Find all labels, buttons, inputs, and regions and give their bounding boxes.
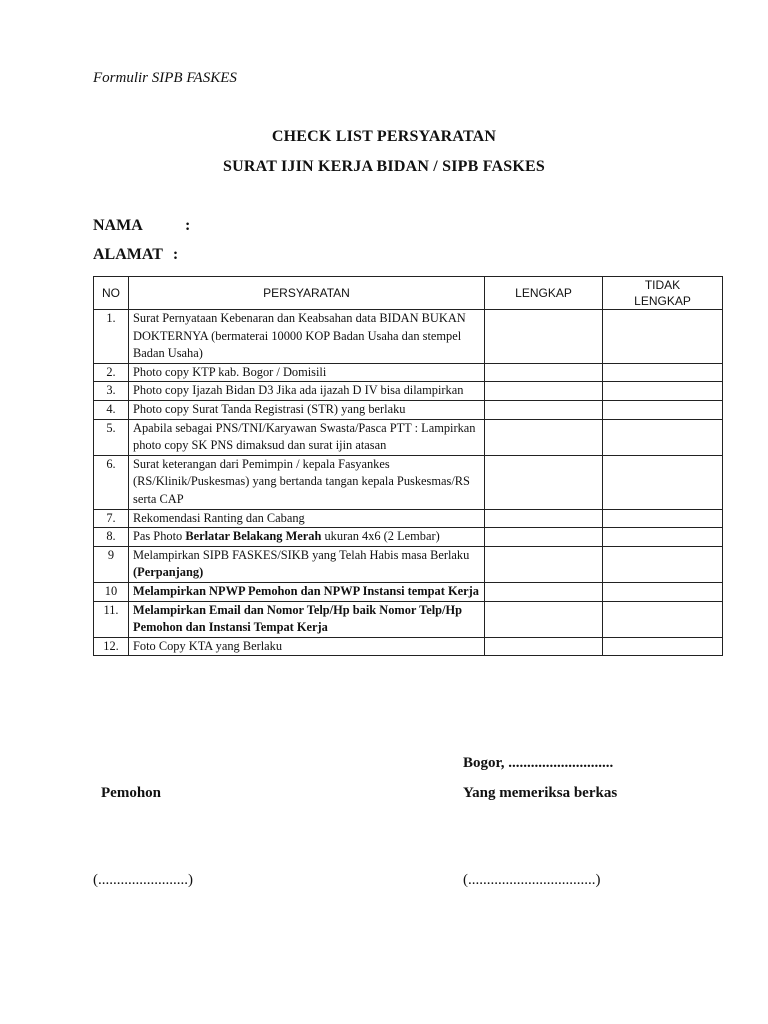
table-row (94, 382, 723, 401)
tidak-lengkap-cell[interactable] (603, 363, 723, 382)
row-number: 7. (94, 509, 129, 528)
table-row (94, 601, 723, 637)
applicant-label: Pemohon (101, 785, 161, 801)
header-persyaratan: PERSYARATAN (129, 277, 485, 310)
row-number: 8. (94, 528, 129, 547)
table-row (94, 363, 723, 382)
tidak-lengkap-cell[interactable] (603, 400, 723, 419)
requirement-text-part: (Perpanjang) (133, 565, 204, 580)
lengkap-cell[interactable] (485, 310, 603, 364)
nama-label: NAMA (93, 217, 143, 234)
lengkap-cell[interactable] (485, 637, 603, 656)
table-body (94, 310, 723, 656)
lengkap-cell[interactable] (485, 601, 603, 637)
lengkap-cell[interactable] (485, 509, 603, 528)
requirement-text-part: Melampirkan Email dan Nomor Telp/Hp baik Nomor Telp/Hp Pemohon dan Instansi Tempat Kerja (133, 602, 462, 635)
table-row (94, 419, 723, 455)
requirement-text (129, 382, 485, 401)
table-header-row (94, 277, 723, 310)
row-number: 12. (94, 637, 129, 656)
table-row (94, 400, 723, 419)
lengkap-cell[interactable] (485, 455, 603, 509)
requirement-text (129, 363, 485, 382)
requirement-text (129, 419, 485, 455)
table-row (94, 637, 723, 656)
requirement-text-part: Photo copy Ijazah Bidan D3 Jika ada ijazah D IV bisa dilampirkan (133, 383, 464, 398)
header-tidak-lengkap (603, 277, 723, 310)
requirement-text (129, 528, 485, 547)
requirement-text-part: Melampirkan SIPB FASKES/SIKB yang Telah Habis masa Berlaku (133, 547, 470, 562)
alamat-colon: : (172, 246, 179, 263)
requirement-text (129, 310, 485, 364)
examiner-signature-line: (..................................) (463, 872, 601, 888)
lengkap-cell[interactable] (485, 419, 603, 455)
requirement-text (129, 546, 485, 582)
signature-date: Bogor, ............................ (463, 755, 614, 771)
lengkap-cell[interactable] (485, 382, 603, 401)
lengkap-cell[interactable] (485, 546, 603, 582)
table-row (94, 455, 723, 509)
requirement-text (129, 582, 485, 601)
tidak-lengkap-cell[interactable] (603, 582, 723, 601)
table-row (94, 528, 723, 547)
tidak-lengkap-cell[interactable] (603, 601, 723, 637)
requirement-text-part: Pas Photo (133, 529, 186, 544)
tidak-lengkap-cell[interactable] (603, 509, 723, 528)
document-title: CHECK LIST PERSYARATAN (271, 128, 497, 145)
row-number: 11. (94, 601, 129, 637)
nama-field (93, 217, 190, 235)
alamat-label: ALAMAT (93, 246, 163, 263)
requirement-text-part: Apabila sebagai PNS/TNI/Karyawan Swasta/Pasca PTT : Lampirkan photo copy SK PNS dimaksud dan surat ijin atasan (133, 420, 476, 453)
tidak-lengkap-cell[interactable] (603, 528, 723, 547)
table-row (94, 509, 723, 528)
table-row (94, 582, 723, 601)
row-number: 5. (94, 419, 129, 455)
lengkap-cell[interactable] (485, 582, 603, 601)
requirement-text (129, 455, 485, 509)
header-tidak-line1: TIDAK (644, 278, 681, 292)
requirement-text-part: Melampirkan NPWP Pemohon dan NPWP Instansi tempat Kerja (133, 583, 479, 598)
tidak-lengkap-cell[interactable] (603, 419, 723, 455)
row-number: 9 (94, 546, 129, 582)
row-number: 4. (94, 400, 129, 419)
requirement-text (129, 509, 485, 528)
tidak-lengkap-cell[interactable] (603, 637, 723, 656)
table-row (94, 546, 723, 582)
requirement-text-part: Rekomendasi Ranting dan Cabang (133, 510, 305, 525)
row-number: 2. (94, 363, 129, 382)
requirement-text-part: Foto Copy KTA yang Berlaku (133, 638, 283, 653)
requirement-text-part: Photo copy KTP kab. Bogor / Domisili (133, 364, 327, 379)
requirement-text (129, 601, 485, 637)
row-number: 6. (94, 455, 129, 509)
requirement-text-part: Photo copy Surat Tanda Registrasi (STR) yang berlaku (133, 401, 406, 416)
form-label: Formulir SIPB FASKES (93, 70, 237, 86)
lengkap-cell[interactable] (485, 400, 603, 419)
nama-colon: : (185, 217, 191, 234)
document-subtitle: SURAT IJIN KERJA BIDAN / SIPB FASKES (223, 158, 545, 175)
alamat-field (93, 246, 178, 264)
row-number: 10 (94, 582, 129, 601)
requirement-text-part: Surat keterangan dari Pemimpin / kepala Fasyankes (RS/Klinik/Puskesmas) yang bertanda tangan kepala Puskesmas/RS serta CAP (133, 456, 470, 506)
requirement-text-part: Berlatar Belakang Merah (185, 529, 322, 544)
examiner-label: Yang memeriksa berkas (463, 785, 618, 801)
tidak-lengkap-cell[interactable] (603, 546, 723, 582)
tidak-lengkap-cell[interactable] (603, 310, 723, 364)
tidak-lengkap-cell[interactable] (603, 455, 723, 509)
tidak-lengkap-cell[interactable] (603, 382, 723, 401)
requirement-text (129, 637, 485, 656)
requirement-text (129, 400, 485, 419)
header-tidak-line2: LENGKAP (634, 294, 691, 308)
row-number: 3. (94, 382, 129, 401)
header-no: NO (94, 277, 129, 310)
lengkap-cell[interactable] (485, 363, 603, 382)
row-number: 1. (94, 310, 129, 364)
requirement-text-part: ukuran 4x6 (2 Lembar) (321, 529, 440, 544)
applicant-signature-line: (........................) (93, 872, 193, 888)
requirements-table (93, 276, 723, 656)
header-lengkap: LENGKAP (485, 277, 603, 310)
table-row (94, 310, 723, 364)
requirement-text-part: Surat Pernyataan Kebenaran dan Keabsahan data BIDAN BUKAN DOKTERNYA (bermaterai 10000 KOP Badan Usaha dan stempel Badan Usaha) (133, 311, 466, 361)
lengkap-cell[interactable] (485, 528, 603, 547)
